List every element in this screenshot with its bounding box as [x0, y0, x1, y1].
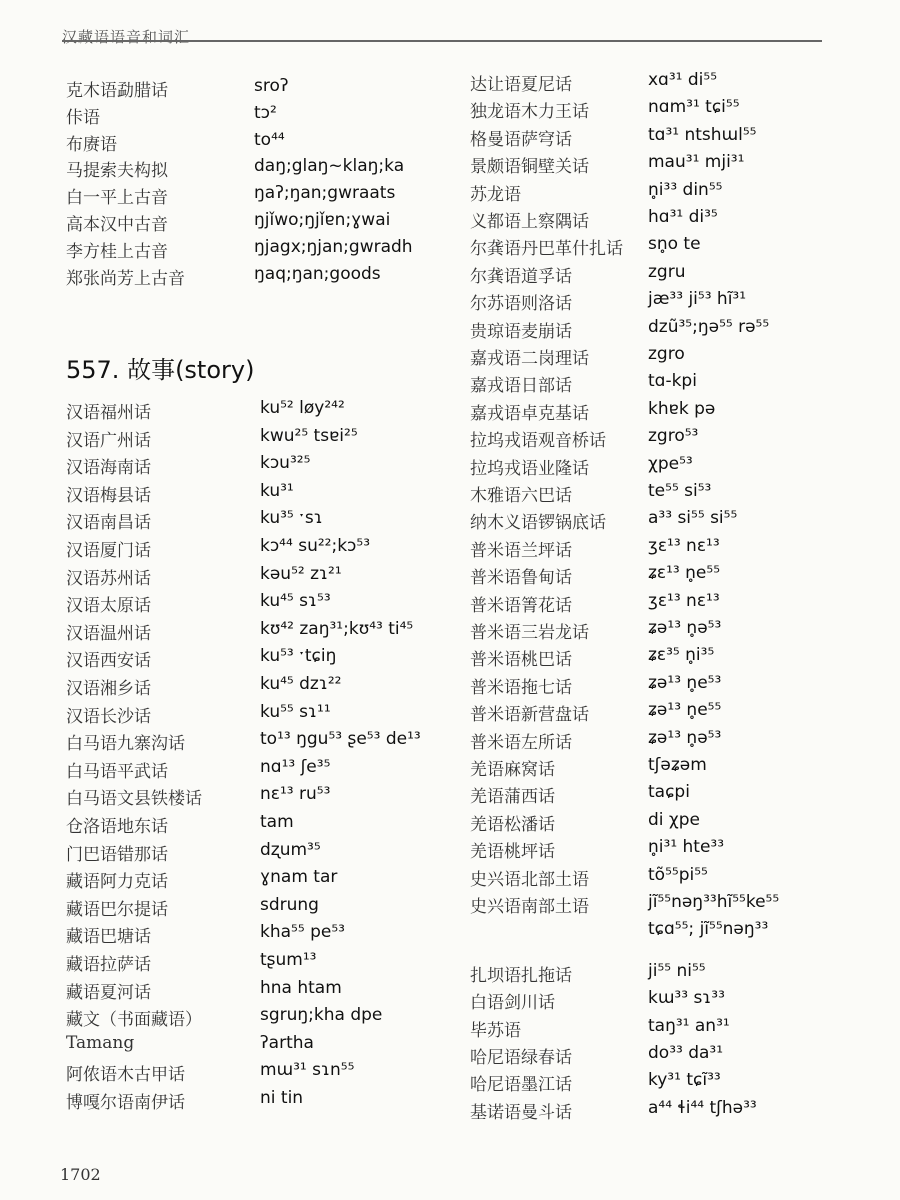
language-name: 木雅语六巴话: [470, 486, 572, 506]
word-form: xɑ³¹ di⁵⁵: [648, 70, 718, 90]
header-rule: [62, 40, 822, 42]
entry-row: [470, 1016, 880, 1042]
language-name: 汉语太原话: [66, 596, 151, 617]
language-name: 汉语福州话: [66, 403, 151, 423]
entry-row: [470, 70, 880, 96]
entry-row: [470, 618, 880, 644]
language-name: 藏语巴尔提话: [66, 899, 168, 920]
word-form: a⁴⁴ ɬi⁴⁴ tʃhə³³: [648, 1097, 757, 1118]
language-name: 阿侬语木古甲话: [66, 1065, 185, 1086]
word-form: jæ³³ ji⁵³ hĩ³¹: [648, 289, 747, 310]
language-name: 普米语左所话: [470, 732, 572, 753]
word-form: to⁴⁴: [254, 129, 285, 150]
language-name: 汉语南昌话: [66, 513, 151, 534]
entry-row: [66, 481, 446, 507]
language-name: Tamang: [66, 1032, 135, 1053]
entry-row: [470, 961, 880, 987]
entry-row: [470, 481, 880, 507]
word-form: kəu⁵² zɿ²¹: [260, 563, 342, 584]
word-form: ky³¹ tɕĩ³³: [648, 1070, 721, 1091]
left-top-list: [66, 76, 446, 292]
word-form: ku³¹: [260, 480, 294, 501]
language-name: 汉语广州话: [66, 430, 151, 451]
language-name: 基诺语曼斗话: [470, 1102, 572, 1123]
language-name: 佧语: [66, 107, 100, 128]
word-form: kɔ⁴⁴ su²²;kɔ⁵³: [260, 536, 371, 556]
language-name: 扎坝语扎拖话: [470, 965, 572, 986]
entry-row: [66, 1060, 446, 1086]
language-name: 普米语鲁甸话: [470, 568, 572, 589]
entry-row: [470, 180, 880, 206]
language-name: 郑张尚芳上古音: [66, 268, 185, 289]
entry-row: [66, 922, 446, 948]
word-form: khɐk pə: [648, 398, 716, 419]
language-name: 毕苏语: [470, 1020, 521, 1041]
word-form: sn̥o te: [648, 234, 701, 255]
language-name: 藏语阿力克话: [66, 872, 168, 893]
language-name: 拉坞戎语观音桥话: [470, 431, 606, 452]
entry-row: [66, 674, 446, 700]
entry-row: [470, 563, 880, 589]
word-form: nɛ¹³ ru⁵³: [260, 784, 331, 805]
language-name: 普米语三岩龙话: [470, 623, 589, 643]
right-column-list: [470, 70, 880, 1130]
word-form: ʔartha: [260, 1032, 314, 1053]
entry-row: [66, 591, 446, 617]
word-form: sdrung: [260, 894, 319, 915]
word-form: kɯ³³ sɿ³³: [648, 988, 725, 1009]
language-name: 汉语温州话: [66, 623, 151, 644]
entry-row: [66, 619, 446, 645]
language-name: 景颇语铜壁关话: [470, 157, 589, 178]
language-name: 拉坞戎语业隆话: [470, 458, 589, 479]
word-form: a³³ si⁵⁵ si⁵⁵: [648, 508, 738, 529]
entry-row: [470, 755, 880, 781]
language-name: 独龙语木力王话: [470, 102, 589, 123]
word-form: nɑm³¹ tɕi⁵⁵: [648, 97, 740, 118]
entry-row: [470, 837, 880, 863]
entry-row: [470, 1043, 880, 1069]
language-name: 藏语拉萨话: [66, 955, 151, 975]
entry-row: [66, 1005, 446, 1031]
language-name: 纳木义语锣锅底话: [470, 513, 606, 534]
language-name: 普米语拖七话: [470, 677, 572, 698]
section-heading: 557. 故事(story): [66, 356, 255, 384]
language-name: 汉语长沙话: [66, 706, 151, 727]
language-name: 羌语麻窝话: [470, 760, 555, 780]
language-name: 哈尼语绿春话: [470, 1048, 572, 1068]
language-name: 尔苏语则洛话: [470, 294, 572, 315]
word-form: mɯ³¹ sɿn⁵⁵: [260, 1060, 355, 1081]
entry-row: [470, 865, 880, 891]
language-name: 义都语上察隅话: [470, 212, 589, 232]
entry-row: [470, 810, 880, 836]
language-name: 汉语湘乡话: [66, 679, 151, 699]
entry-row: [470, 1070, 880, 1096]
word-form: ʑɛ¹³ n̥e⁵⁵: [648, 563, 721, 584]
entry-row: [66, 103, 446, 129]
entry-row: [470, 1098, 880, 1124]
word-form: te⁵⁵ si⁵³: [648, 481, 712, 501]
entry-row: [470, 289, 880, 315]
word-form: tam: [260, 812, 294, 832]
word-form: sgruŋ;kha dpe: [260, 1005, 383, 1026]
language-name: 布赓语: [66, 134, 117, 155]
entry-row: [470, 508, 880, 534]
entry-row: [470, 591, 880, 617]
word-form: ku³⁵ ˑsɿ: [260, 508, 323, 529]
word-form: ʑə¹³ n̥ə⁵³: [648, 618, 722, 638]
language-name: 克木语勐腊话: [66, 81, 168, 101]
entry-row: [470, 317, 880, 343]
word-form: zgro⁵³: [648, 426, 699, 447]
entry-row: [66, 398, 446, 424]
language-name: 羌语松潘话: [470, 814, 555, 835]
entry-row: [470, 399, 880, 425]
language-name: 白马语文县铁楼话: [66, 789, 202, 810]
language-name: 嘉戎语卓克基话: [470, 403, 589, 424]
word-form: di χpe: [648, 809, 700, 830]
word-form: zgru: [648, 261, 686, 282]
language-name: 普米语桃巴话: [470, 650, 572, 671]
language-name: 仓洛语地东话: [66, 817, 168, 837]
language-name: 汉语海南话: [66, 458, 151, 479]
word-form: ji⁵⁵ ni⁵⁵: [648, 960, 706, 981]
entry-row: [66, 1033, 446, 1059]
entry-row: [470, 700, 880, 726]
word-form: tʂum¹³: [260, 950, 317, 970]
word-form: ŋaʔ;ŋan;gwraats: [254, 183, 396, 204]
word-form: ku⁵³ ˑtɕiŋ: [260, 646, 337, 667]
language-name: 普米语兰坪话: [470, 540, 572, 561]
entry-row: [66, 183, 446, 209]
entry-row: [66, 564, 446, 590]
language-name: 汉语梅县话: [66, 485, 151, 506]
language-name: 史兴语南部土语: [470, 897, 589, 917]
word-form: ŋaq;ŋan;goods: [254, 263, 381, 284]
entry-row: [66, 508, 446, 534]
word-form: χpe⁵³: [648, 453, 693, 474]
word-form: tʃəʑəm: [648, 755, 707, 775]
language-name: 白一平上古音: [66, 188, 168, 209]
word-form: n̥i³³ din⁵⁵: [648, 179, 723, 200]
word-form: sroʔ: [254, 76, 289, 96]
entry-row: [470, 454, 880, 480]
page-number: 1702: [60, 1165, 101, 1184]
word-form: ŋjagx;ŋjan;gwradh: [254, 236, 413, 257]
word-form: to¹³ ŋgu⁵³ ʂe⁵³ de¹³: [260, 729, 421, 750]
word-form: kɔu³²⁵: [260, 453, 311, 474]
entry-row: [470, 782, 880, 808]
entry-row: [66, 840, 446, 866]
language-name: 马提索夫构拟: [66, 161, 168, 182]
word-form: ni tin: [260, 1088, 304, 1108]
language-name: 贵琼语麦崩话: [470, 321, 572, 342]
language-name: 白马语九寨沟话: [66, 734, 185, 755]
language-name: 尔龚语道孚话: [470, 266, 572, 287]
left-story-list: [66, 398, 446, 1128]
entry-row: [66, 210, 446, 236]
entry-row: [66, 950, 446, 976]
word-form: tɔ²: [254, 102, 277, 123]
language-name: 尔龚语丹巴革什扎话: [470, 239, 623, 260]
language-name: 藏文（书面藏语）: [66, 1010, 202, 1031]
language-name: 白马语平武话: [66, 761, 168, 782]
word-form: taɕpi: [648, 782, 690, 803]
entry-row: [470, 97, 880, 123]
word-form: nɑ¹³ ʃe³⁵: [260, 756, 331, 777]
entry-row: [66, 729, 446, 755]
entry-row: [470, 344, 880, 370]
word-form: ku⁵⁵ sɿ¹¹: [260, 701, 331, 722]
running-header: 汉藏语语音和词汇: [62, 28, 191, 46]
language-name: 史兴语北部土语: [470, 869, 589, 890]
entry-row: [66, 757, 446, 783]
word-form: hɑ³¹ di³⁵: [648, 207, 718, 227]
entry-row: [470, 919, 880, 945]
entry-row: [470, 645, 880, 671]
language-name: 博嘎尔语南伊话: [66, 1093, 185, 1113]
entry-row: [470, 262, 880, 288]
entry-row: [470, 426, 880, 452]
word-form: ʑɛ³⁵ n̥i³⁵: [648, 645, 715, 666]
language-name: 达让语夏尼话: [470, 75, 572, 95]
language-name: 苏龙语: [470, 184, 521, 205]
language-name: 汉语厦门话: [66, 541, 151, 561]
word-form: n̥i³¹ hte³³: [648, 837, 725, 858]
entry-row: [66, 812, 446, 838]
entry-row: [66, 1088, 446, 1114]
word-form: daŋ;glaŋ~klaŋ;ka: [254, 156, 405, 177]
entry-row: [66, 784, 446, 810]
language-name: 藏语夏河话: [66, 982, 151, 1003]
word-form: taŋ³¹ an³¹: [648, 1015, 730, 1036]
entry-row: [66, 702, 446, 728]
word-form: ʒɛ¹³ nɛ¹³: [648, 535, 720, 556]
language-name: 嘉戎语日部话: [470, 376, 572, 397]
language-name: 格曼语萨穹话: [470, 129, 572, 150]
language-name: 藏语巴塘话: [66, 927, 151, 948]
language-name: 汉语西安话: [66, 651, 151, 672]
word-form: zgro: [648, 344, 685, 364]
word-form: tɕɑ⁵⁵; jĩ⁵⁵nəŋ³³: [648, 919, 769, 940]
word-form: dʐum³⁵: [260, 839, 321, 860]
word-form: ŋjǐwo;ŋjǐɐn;ɣwai: [254, 210, 391, 230]
language-name: 白语剑川话: [470, 993, 555, 1014]
entry-row: [470, 207, 880, 233]
entry-row: [470, 673, 880, 699]
word-form: mau³¹ mji³¹: [648, 152, 745, 173]
word-form: kwu²⁵ tsɐi²⁵: [260, 425, 358, 446]
word-form: ʑə¹³ n̥e⁵³: [648, 672, 722, 693]
entry-row: [470, 125, 880, 151]
language-name: 汉语苏州话: [66, 568, 151, 589]
entry-row: [66, 867, 446, 893]
language-name: 嘉戎语二岗理话: [470, 349, 589, 369]
entry-row: [66, 978, 446, 1004]
language-name: 普米语箐花话: [470, 595, 572, 616]
word-form: hna htam: [260, 977, 342, 998]
word-form: ʑə¹³ n̥ə⁵³: [648, 727, 722, 748]
word-form: tõ⁵⁵pi⁵⁵: [648, 864, 708, 885]
entry-row: [470, 728, 880, 754]
word-form: kʊ⁴² zaŋ³¹;kʊ⁴³ ti⁴⁵: [260, 618, 414, 639]
entry-row: [470, 371, 880, 397]
language-name: 羌语蒲西话: [470, 787, 555, 808]
language-name: 羌语桃坪话: [470, 842, 555, 863]
entry-row: [66, 237, 446, 263]
word-form: ɣnam tar: [260, 867, 338, 888]
language-name: 普米语新营盘话: [470, 705, 589, 726]
word-form: jĩ⁵⁵nəŋ³³hĩ⁵⁵ke⁵⁵: [648, 892, 780, 912]
word-form: ʑə¹³ n̥e⁵⁵: [648, 700, 722, 721]
word-form: ku⁴⁵ sɿ⁵³: [260, 591, 331, 612]
word-form: tɑ-kpi: [648, 371, 697, 392]
entry-row: [470, 152, 880, 178]
entry-row: [470, 234, 880, 260]
word-form: ku⁵² løy²⁴²: [260, 398, 345, 418]
word-form: tɑ³¹ ntshɯl⁵⁵: [648, 124, 757, 145]
word-form: kha⁵⁵ pe⁵³: [260, 922, 345, 943]
word-form: ʒɛ¹³ nɛ¹³: [648, 590, 720, 611]
word-form: do³³ da³¹: [648, 1043, 724, 1063]
entry-row: [66, 130, 446, 156]
entry-row: [66, 646, 446, 672]
entry-row: [66, 536, 446, 562]
entry-row: [470, 892, 880, 918]
entry-row: [66, 426, 446, 452]
language-name: 哈尼语墨江话: [470, 1075, 572, 1096]
entry-row: [470, 988, 880, 1014]
entry-row: [66, 264, 446, 290]
entry-row: [66, 895, 446, 921]
entry-row: [470, 536, 880, 562]
entry-row: [66, 453, 446, 479]
entry-row: [66, 156, 446, 182]
language-name: 李方桂上古音: [66, 241, 168, 262]
language-name: 高本汉中古音: [66, 215, 168, 235]
entry-row: [66, 76, 446, 102]
word-form: dzũ³⁵;ŋə⁵⁵ rə⁵⁵: [648, 316, 770, 337]
language-name: 门巴语错那话: [66, 844, 168, 865]
word-form: ku⁴⁵ dzɿ²²: [260, 674, 342, 694]
